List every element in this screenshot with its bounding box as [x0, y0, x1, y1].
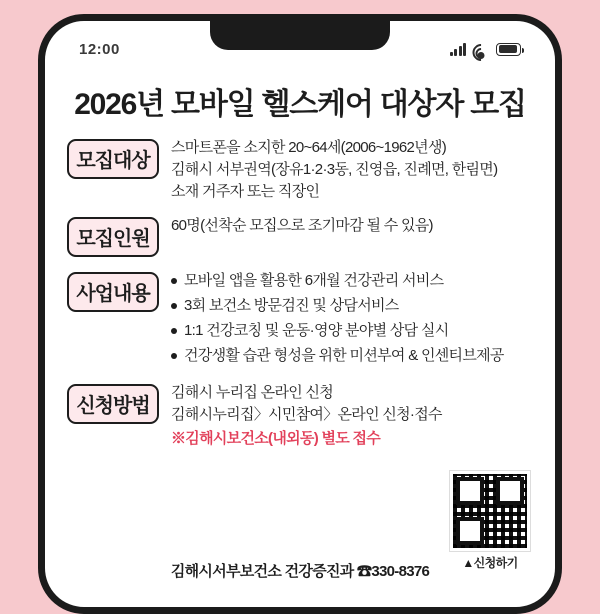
wifi-icon: [473, 43, 489, 56]
page-title: 2026년 모바일 헬스케어 대상자 모집: [74, 88, 526, 121]
section-tag-details: 사업내용: [67, 272, 159, 312]
section-target-audience: [67, 137, 533, 202]
signal-bars-icon: [450, 43, 467, 56]
apply-line-1: 김해시 누리집 온라인 신청: [171, 384, 334, 402]
apply-line-2: 김해시누리집〉시민참여〉온라인 신청·접수: [171, 406, 442, 423]
details-list: [171, 270, 533, 366]
status-icon-group: [450, 43, 522, 56]
poster-content: [45, 67, 555, 607]
target-line-1: 스마트폰을 소지한 20~64세(2006~1962년생): [171, 139, 447, 156]
section-body-details: [159, 270, 533, 369]
list-item: 건강생활 습관 형성을 위한 미션부여 & 인센티브제공: [171, 345, 533, 367]
section-capacity: [67, 215, 533, 257]
list-item: 1:1 건강코칭 및 운동·영양 분야별 상담 실시: [171, 320, 533, 342]
capacity-line-1: 60명(선착순 모집으로 조기마감 될 수 있음): [171, 217, 433, 235]
section-body-target: [159, 137, 533, 202]
status-time: 12:00: [79, 40, 120, 58]
footer-contact: 김해시서부보건소 건강증진과 ☎330-8376: [170, 563, 430, 580]
target-line-2: 김해시 서부권역(장유1·2·3동, 진영읍, 진례면, 한림면): [171, 160, 498, 178]
qr-code-icon[interactable]: [450, 471, 530, 551]
list-item: 모바일 앱을 활용한 6개월 건강관리 서비스: [171, 270, 533, 292]
section-how-to-apply: [67, 382, 533, 449]
qr-apply-block[interactable]: [447, 471, 533, 571]
apply-note: ※김해시보건소(내외동) 별도 접수: [171, 429, 381, 447]
section-tag-apply: 신청방법: [67, 384, 159, 424]
section-body-capacity: [159, 215, 533, 237]
battery-icon: [496, 43, 521, 56]
section-tag-target: 모집대상: [67, 139, 159, 179]
section-program-details: [67, 270, 533, 369]
section-body-apply: [159, 382, 533, 449]
section-tag-capacity: 모집인원: [67, 217, 159, 257]
target-line-3: 소재 거주자 또는 직장인: [171, 182, 320, 200]
qr-caption: ▲신청하기: [462, 556, 518, 570]
status-bar: [45, 35, 555, 63]
qr-corner-marker: [456, 517, 484, 545]
list-item: 3회 보건소 방문검진 및 상담서비스: [171, 295, 533, 317]
phone-frame: [38, 14, 562, 614]
